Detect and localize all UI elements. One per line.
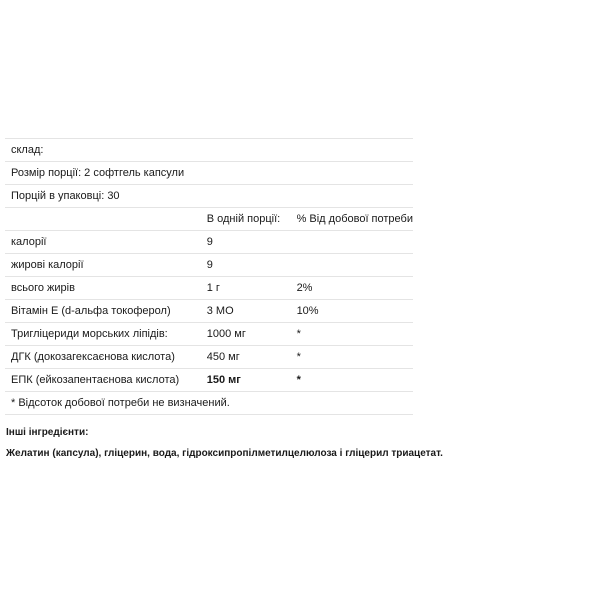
- table-row: [5, 277, 413, 300]
- nutrient-name: Тригліцериди морських ліпідів:: [5, 323, 201, 346]
- table-header-row: [5, 208, 413, 231]
- nutrient-amount: 1000 мг: [201, 323, 291, 346]
- table-row: [5, 254, 413, 277]
- nutrient-name: всього жирів: [5, 277, 201, 300]
- table-row: [5, 346, 413, 369]
- nutrient-name: ДГК (докозагексаєнова кислота): [5, 346, 201, 369]
- header-blank-cell: [5, 208, 201, 231]
- header-daily-value: % Від добової потреби: [291, 208, 413, 231]
- table-row: [5, 162, 413, 185]
- table-row: [5, 185, 413, 208]
- nutrient-name: калорії: [5, 231, 201, 254]
- table-row: [5, 392, 413, 415]
- nutrient-dv: *: [291, 369, 413, 392]
- nutrient-amount: 3 МО: [201, 300, 291, 323]
- nutrient-name: жирові калорії: [5, 254, 201, 277]
- nutrient-amount: 1 г: [201, 277, 291, 300]
- nutrient-dv: 2%: [291, 277, 413, 300]
- header-per-serving: В одній порції:: [201, 208, 291, 231]
- nutrient-amount: 9: [201, 254, 291, 277]
- table-row: [5, 323, 413, 346]
- nutrient-dv: [291, 254, 413, 277]
- footnote: * Відсоток добової потреби не визначений.: [5, 392, 413, 415]
- nutrient-dv: [291, 231, 413, 254]
- table-row: [5, 139, 413, 162]
- nutrient-amount: 9: [201, 231, 291, 254]
- supplement-facts-table: [5, 138, 413, 415]
- nutrient-dv: *: [291, 346, 413, 369]
- servings-per-container: Порцій в упаковці: 30: [5, 185, 413, 208]
- nutrient-dv: *: [291, 323, 413, 346]
- nutrient-amount: 450 мг: [201, 346, 291, 369]
- table-row: [5, 369, 413, 392]
- nutrient-name: ЕПК (ейкозапентаєнова кислота): [5, 369, 201, 392]
- table-row: [5, 231, 413, 254]
- serving-size: Розмір порції: 2 софтгель капсули: [5, 162, 413, 185]
- composition-label: склад:: [5, 139, 413, 162]
- nutrient-amount: 150 мг: [201, 369, 291, 392]
- table-row: [5, 300, 413, 323]
- other-ingredients-text: Желатин (капсула), гліцерин, вода, гідроксипропілметилцелюлоза і гліцерил триацетат.: [6, 448, 443, 459]
- nutrient-name: Вітамін Е (d-альфа токоферол): [5, 300, 201, 323]
- other-ingredients-title: Інші інгредієнти:: [6, 427, 89, 438]
- nutrient-dv: 10%: [291, 300, 413, 323]
